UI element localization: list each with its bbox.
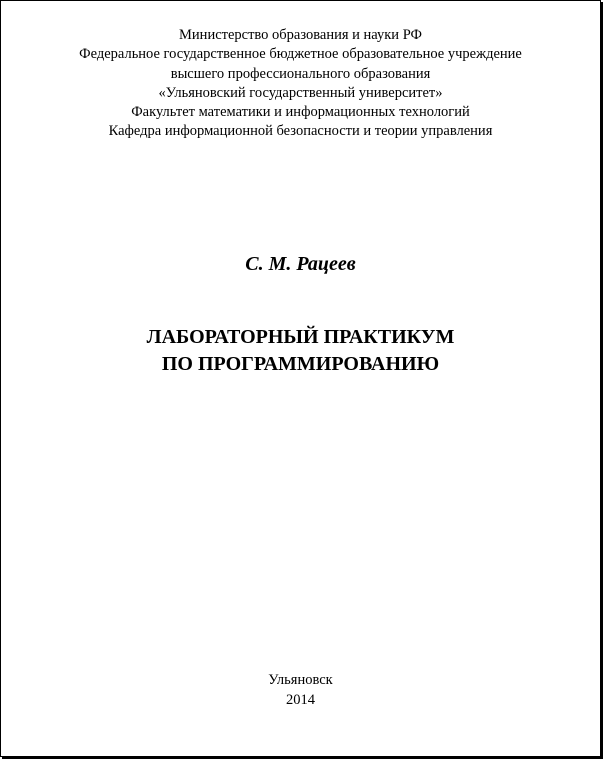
ministry-line: Министерство образования и науки РФ — [179, 27, 422, 43]
university-name-line: «Ульяновский государственный университет» — [158, 84, 443, 101]
author-name: С. М. Рацеев — [245, 253, 356, 275]
publication-city: Ульяновск — [268, 672, 333, 688]
title-line-2: ПО ПРОГРАММИРОВАНИЮ — [161, 353, 440, 375]
publication-footer — [1, 670, 600, 710]
department-line: Кафедра информационной безопасности и теории управления — [108, 123, 493, 140]
title-line-1: ЛАБОРАТОРНЫЙ ПРАКТИКУМ — [146, 326, 455, 348]
publication-year: 2014 — [286, 692, 315, 708]
institution-type-line: Федеральное государственное бюджетное образовательное учреждение — [79, 46, 522, 63]
faculty-line: Факультет математики и информационных технологий — [131, 104, 470, 121]
education-level-line: высшего профессионального образования — [170, 65, 431, 82]
document-title — [1, 324, 600, 378]
institution-header — [1, 26, 600, 142]
